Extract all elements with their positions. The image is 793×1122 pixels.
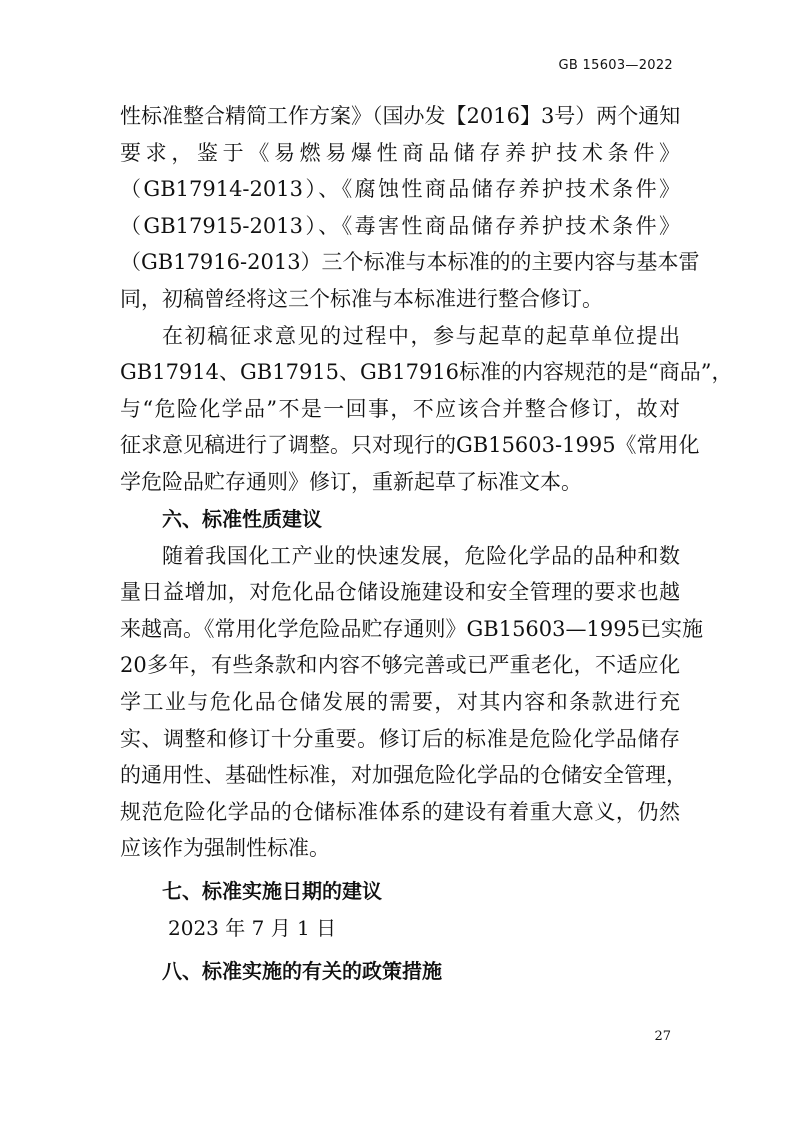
page-number: 27 <box>654 1029 671 1044</box>
paragraph-line: 性标准整合精简工作方案》（国办发【2016】3号）两个通知 <box>120 104 681 128</box>
paragraph-line: 征求意见稿进行了调整。只对现行的GB15603-1995《常用化 <box>120 433 700 458</box>
paragraph-line: 要求，鉴于《易燃易爆性商品储存养护技术条件》 <box>120 140 680 165</box>
paragraph-line: 应该作为强制性标准。 <box>120 836 330 861</box>
section-heading-8: 八、标准实施的有关的政策措施 <box>162 958 442 983</box>
section-heading-6: 六、标准性质建议 <box>162 506 322 531</box>
paragraph-line: GB17914、GB17915、GB17916标准的内容规范的是“商品”， <box>120 360 733 385</box>
paragraph-line: 的通用性、基础性标准，对加强危险化学品的仓储安全管理， <box>120 763 687 788</box>
paragraph-line: 学危险品贮存通则》修订，重新起草了标准文本。 <box>120 469 582 494</box>
paragraph-line: 来越高。《常用化学危险品贮存通则》GB15603—1995已实施 <box>120 616 703 641</box>
paragraph-line: 随着我国化工产业的快速发展，危险化学品的品种和数 <box>162 543 680 568</box>
paragraph-line: 规范危险化学品的仓储标准体系的建设有着重大意义，仍然 <box>120 799 680 824</box>
paragraph-line: 同，初稿曾经将这三个标准与本标准进行整合修订。 <box>120 286 603 311</box>
paragraph-line: 量日益增加，对危化品仓储设施建设和安全管理的要求也越 <box>120 580 680 605</box>
document-body <box>120 98 733 990</box>
implementation-date: 2023 年 7 月 1 日 <box>168 915 337 940</box>
paragraph-line: 学工业与危化品仓储发展的需要，对其内容和条款进行充 <box>120 689 680 714</box>
paragraph-line: （GB17914-2013）、《腐蚀性商品储存养护技术条件》 <box>120 177 680 202</box>
paragraph-line: （GB17915-2013）、《毒害性商品储存养护技术条件》 <box>120 213 680 238</box>
paragraph-line: 与“危险化学品”不是一回事，不应该合并整合修订，故对 <box>120 396 680 421</box>
standard-code: GB 15603—2022 <box>558 58 673 73</box>
paragraph-line: 在初稿征求意见的过程中，参与起草的起草单位提出 <box>162 323 680 348</box>
paragraph-line: 实、调整和修订十分重要。修订后的标准是危险化学品储存 <box>120 726 680 751</box>
paragraph-line: （GB17916-2013）三个标准与本标准的的主要内容与基本雷 <box>120 250 700 275</box>
paragraph-line: 20多年，有些条款和内容不够完善或已严重老化，不适应化 <box>120 653 680 678</box>
section-heading-7: 七、标准实施日期的建议 <box>162 878 382 903</box>
